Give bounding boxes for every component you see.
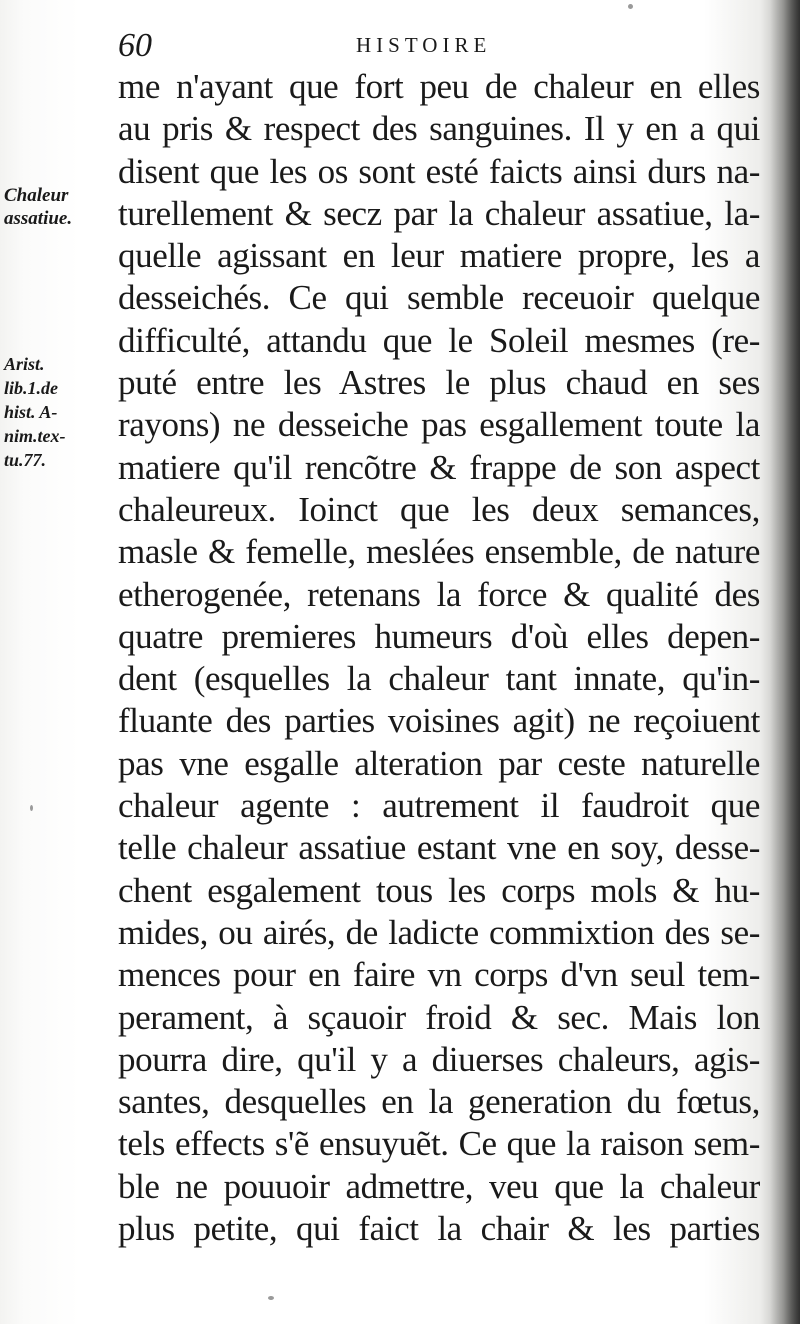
text-line: disent que les os sont esté faicts ainsi durs na- (118, 151, 760, 191)
margin-note-aristotle-citation (4, 352, 66, 472)
paper-speck (628, 4, 633, 9)
margin-note-line: Arist. (4, 354, 45, 374)
text-line: puté entre les Astres le plus chaud en ses (118, 363, 760, 403)
text-line: desseichés. Ce qui semble receuoir quelque (118, 278, 760, 318)
text-line: quatre premieres humeurs d'où elles depen- (118, 616, 760, 656)
page-gutter-shadow (770, 0, 800, 1324)
paper-speck (268, 1296, 274, 1300)
text-line: pas vne esgalle alteration par ceste naturelle (118, 743, 760, 783)
text-line: difficulté, attandu que le Soleil mesmes (re- (118, 320, 760, 360)
paper-speck (30, 805, 33, 811)
margin-note-line: Chaleur (4, 185, 69, 206)
text-line: me n'ayant que fort peu de chaleur en elles (118, 67, 760, 106)
margin-note-chaleur (4, 184, 72, 230)
margin-note-line: lib.1.de (4, 378, 58, 398)
margin-note-line: assatiue. (4, 208, 73, 229)
text-line: masle & femelle, meslées ensemble, de nature (118, 532, 760, 572)
text-line: perament, à sçauoir froid & sec. Mais lon (118, 997, 760, 1037)
text-line: chaleureux. Ioinct que les deux semances, (118, 489, 760, 529)
text-line: telle chaleur assatiue estant vne en soy, desse- (118, 828, 760, 868)
page-header (118, 26, 758, 66)
text-line: mences pour en faire vn corps d'vn seul tem- (118, 955, 760, 995)
text-line: au pris & respect des sanguines. Il y en a qui (118, 109, 760, 149)
text-line: etherogenée, retenans la force & qualité des (118, 574, 760, 614)
text-line: plus petite, qui faict la chair & les parties (118, 1209, 760, 1249)
margin-note-line: nim.tex- (4, 426, 66, 446)
running-head: HISTOIRE (356, 33, 492, 57)
text-line: ble ne pouuoir admettre, veu que la chaleur (118, 1166, 760, 1206)
text-line: quelle agissant en leur matiere propre, les a (118, 236, 760, 276)
text-line: matiere qu'il rencõtre & frappe de son aspect (118, 447, 760, 487)
text-line: chent esgalement tous les corps mols & hu- (118, 870, 760, 910)
text-line: tels effects s'ẽ ensuyuẽt. Ce que la raison sem- (118, 1124, 760, 1164)
text-line: pourra dire, qu'il y a diuerses chaleurs, agis- (118, 1039, 760, 1079)
margin-note-line: tu.77. (4, 450, 47, 470)
text-line: fluante des parties voisines agit) ne reçoiuent (118, 701, 760, 741)
text-line: chaleur agente : autrement il faudroit que (118, 786, 760, 826)
text-line: turellement & secz par la chaleur assatiue, la- (118, 193, 760, 233)
page-number: 60 (118, 27, 152, 64)
text-line: rayons) ne desseiche pas esgallement toute la (118, 405, 760, 445)
text-line: santes, desquelles en la generation du fœtus, (118, 1082, 760, 1122)
text-line: mides, ou airés, de ladicte commixtion des se- (118, 912, 760, 952)
body-text (118, 66, 760, 1250)
text-line: dent (esquelles la chaleur tant innate, qu'in- (118, 659, 760, 699)
margin-note-line: hist. A- (4, 402, 58, 422)
